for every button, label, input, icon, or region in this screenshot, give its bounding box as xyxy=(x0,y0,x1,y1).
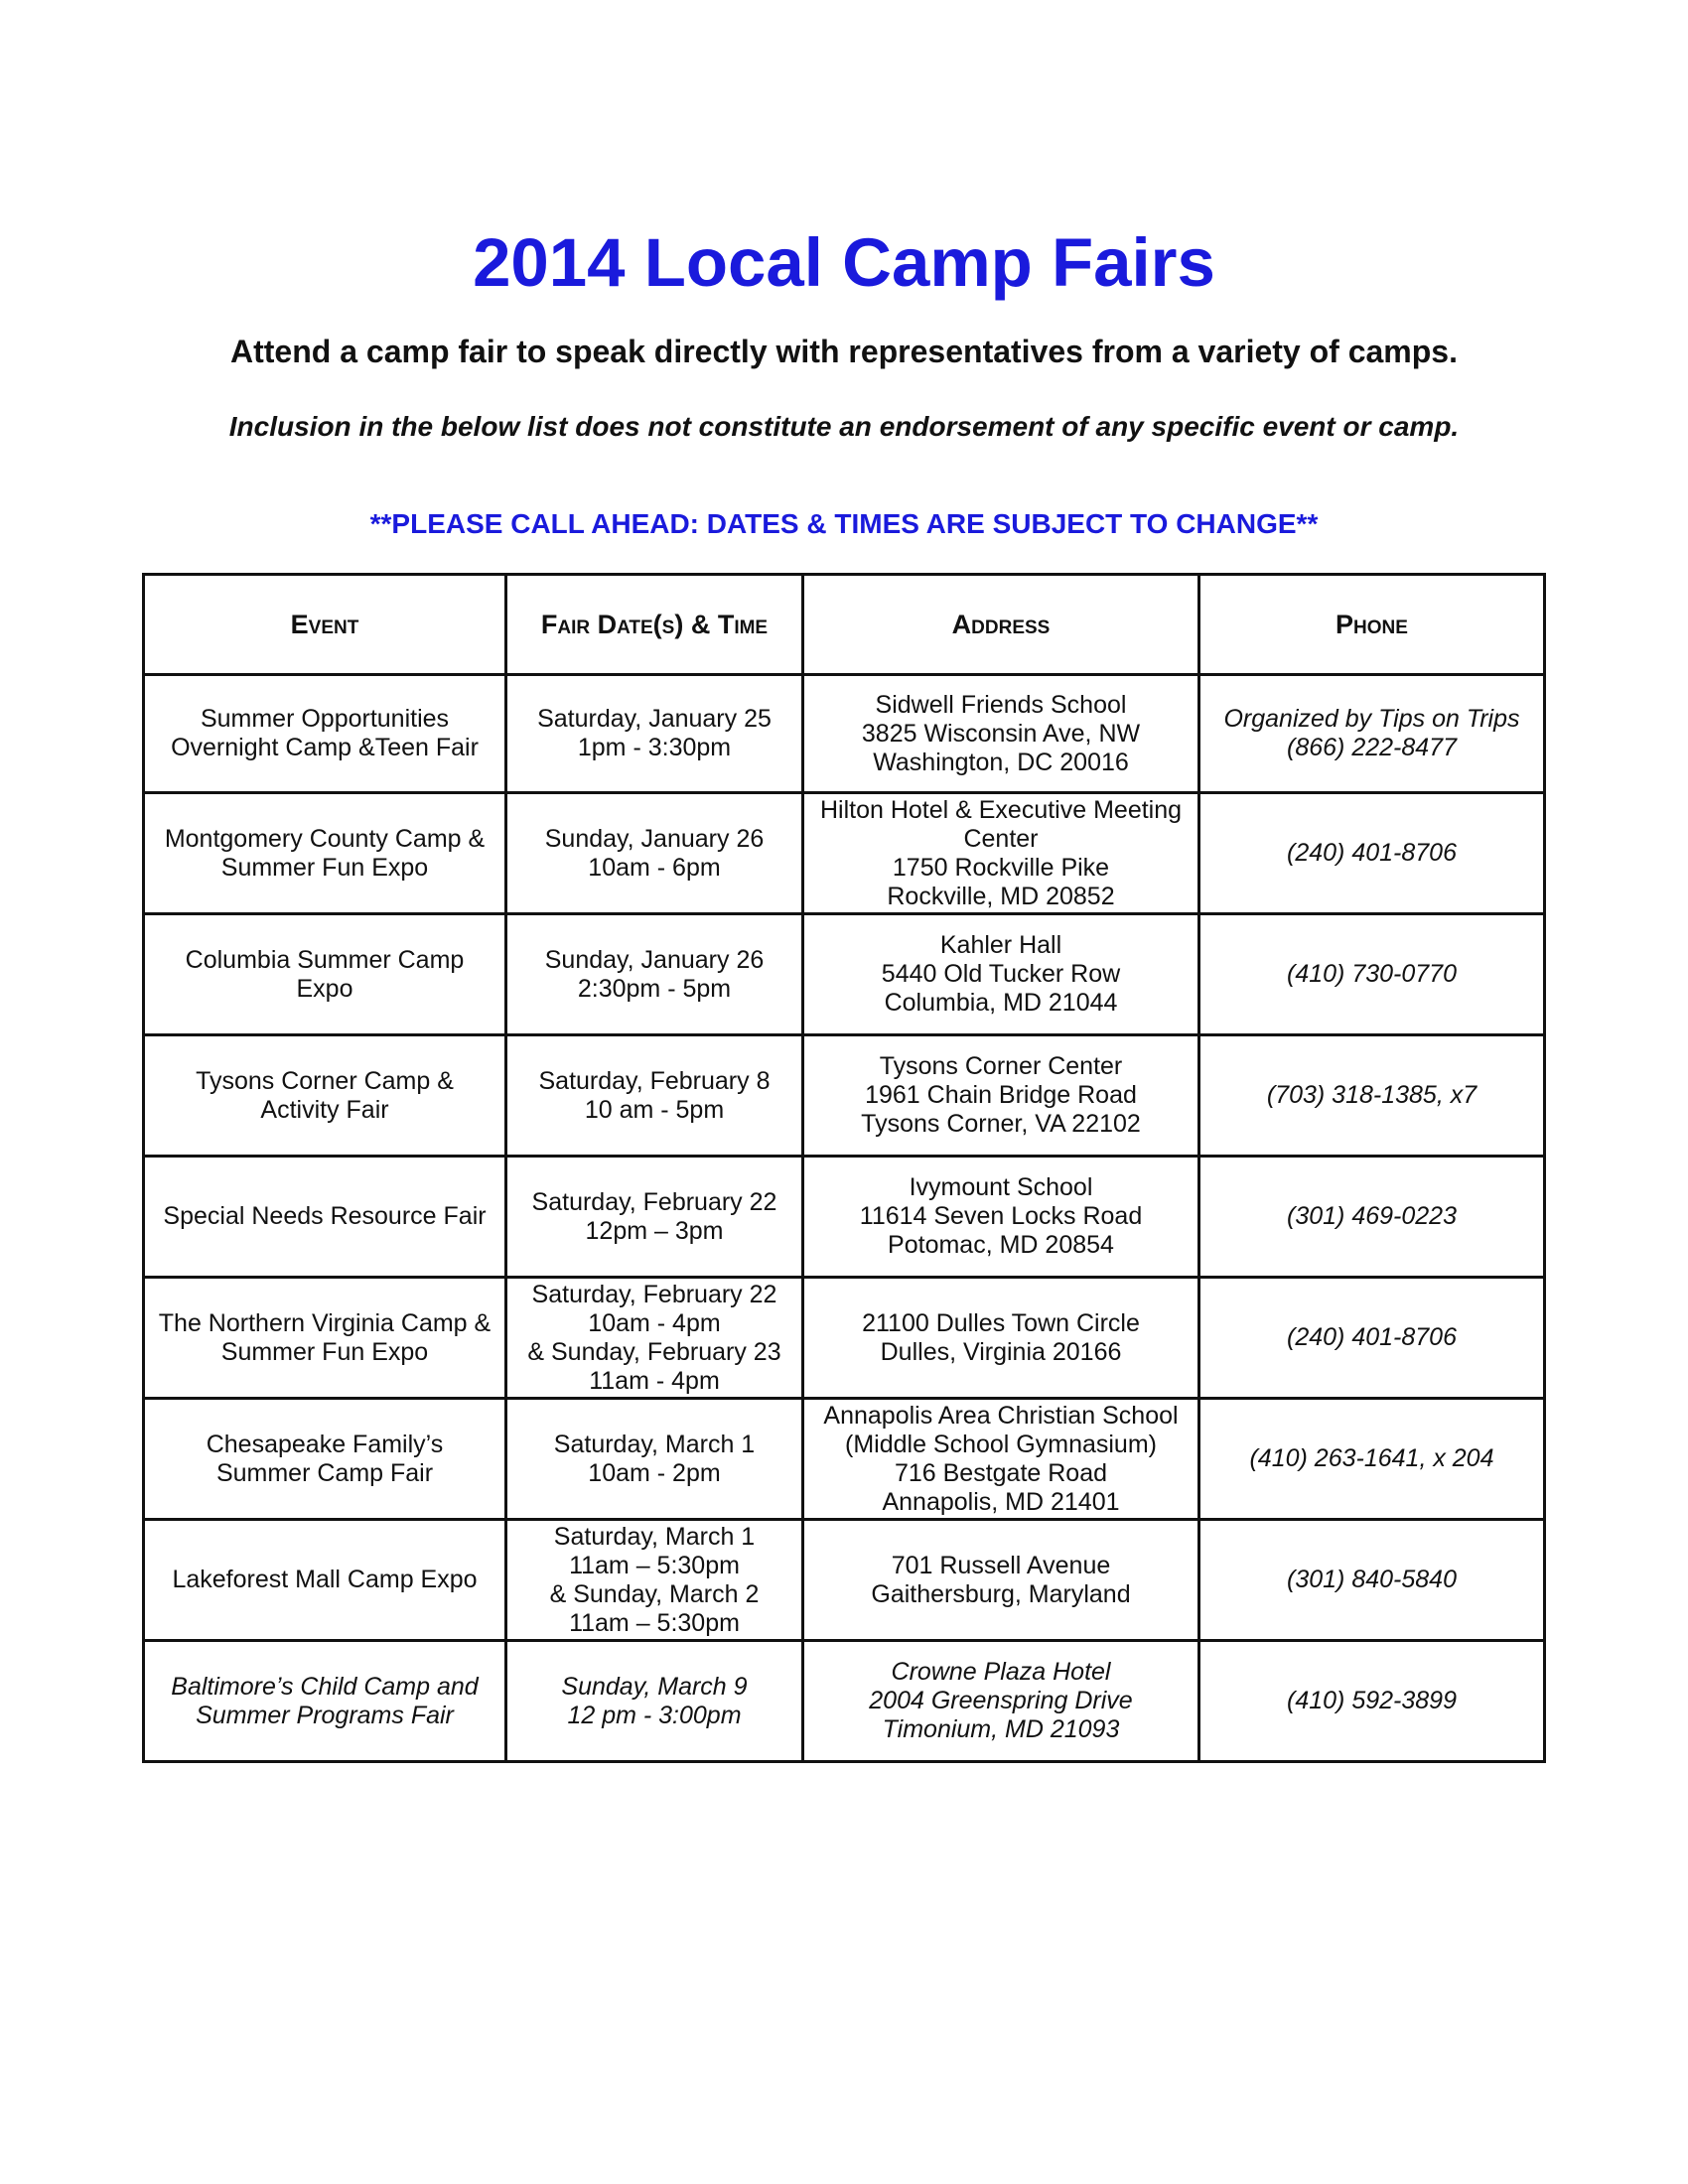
table-row xyxy=(144,914,1545,1035)
date-line: 2:30pm - 5pm xyxy=(577,974,732,1003)
date-line: 10 am - 5pm xyxy=(584,1095,725,1124)
date-line: 12pm – 3pm xyxy=(585,1216,724,1245)
address-line: 1750 Rockville Pike xyxy=(892,853,1110,882)
date-line: & Sunday, February 23 xyxy=(527,1337,781,1366)
cell-address xyxy=(803,675,1199,793)
event-line: Expo xyxy=(296,974,353,1003)
address-line: Washington, DC 20016 xyxy=(873,748,1129,776)
event-line: Chesapeake Family’s xyxy=(206,1430,444,1458)
cell-phone xyxy=(1199,1399,1545,1520)
date-line: 10am - 4pm xyxy=(588,1308,721,1337)
cell-date xyxy=(506,1399,803,1520)
address-line: 2004 Greenspring Drive xyxy=(869,1687,1133,1714)
address-line: 701 Russell Avenue xyxy=(891,1551,1111,1579)
event-line: Lakeforest Mall Camp Expo xyxy=(172,1566,478,1593)
event-line: Special Needs Resource Fair xyxy=(163,1202,487,1230)
date-line: 10am - 2pm xyxy=(588,1458,721,1487)
event-line: Overnight Camp &Teen Fair xyxy=(171,734,479,761)
cell-address xyxy=(803,1399,1199,1520)
phone-line: (240) 401-8706 xyxy=(1287,1323,1457,1351)
date-line: Sunday, March 9 xyxy=(561,1672,748,1701)
event-line: Summer Fun Expo xyxy=(220,853,429,882)
address-line: Hilton Hotel & Executive Meeting xyxy=(819,795,1183,824)
cell-event xyxy=(144,1641,506,1762)
address-line: 11614 Seven Locks Road xyxy=(859,1202,1143,1230)
cell-date xyxy=(506,1278,803,1399)
address-line: Ivymount School xyxy=(909,1173,1093,1201)
cell-date xyxy=(506,1520,803,1641)
address-line: Tysons Corner Center xyxy=(879,1052,1123,1080)
cell-event xyxy=(144,1035,506,1157)
call-ahead-notice: **PLEASE CALL AHEAD: DATES & TIMES ARE SUBJECT TO CHANGE** xyxy=(369,508,1319,539)
cell-event xyxy=(144,914,506,1035)
table-row xyxy=(144,675,1545,793)
address-line: Annapolis Area Christian School xyxy=(823,1401,1179,1430)
address-line: 1961 Chain Bridge Road xyxy=(865,1081,1137,1109)
cell-address xyxy=(803,1520,1199,1641)
event-line: Activity Fair xyxy=(260,1095,389,1124)
cell-date xyxy=(506,914,803,1035)
event-line: Tysons Corner Camp & xyxy=(196,1066,454,1095)
date-line: 1pm - 3:30pm xyxy=(577,734,732,761)
date-line: Saturday, February 22 xyxy=(531,1280,777,1308)
address-line: Center xyxy=(963,824,1039,853)
date-line: 11am – 5:30pm xyxy=(569,1608,740,1637)
phone-line: (301) 840-5840 xyxy=(1287,1566,1457,1593)
date-line: Saturday, February 8 xyxy=(538,1066,771,1095)
date-line: Saturday, March 1 xyxy=(553,1430,756,1458)
cell-event xyxy=(144,793,506,914)
address-line: Tysons Corner, VA 22102 xyxy=(861,1110,1141,1138)
cell-date xyxy=(506,793,803,914)
table-row xyxy=(144,1157,1545,1278)
phone-line: Organized by Tips on Trips xyxy=(1223,705,1520,733)
cell-date xyxy=(506,675,803,793)
table-row xyxy=(144,1399,1545,1520)
event-line: Summer Programs Fair xyxy=(196,1701,454,1729)
event-line: The Northern Virginia Camp & xyxy=(158,1308,492,1337)
event-line: Montgomery County Camp & xyxy=(164,824,486,853)
table-row xyxy=(144,1641,1545,1762)
column-header-date: Fair Date(s) & Time xyxy=(506,575,803,675)
phone-line: (410) 263-1641, x 204 xyxy=(1249,1444,1494,1472)
phone-line: (703) 318-1385, x7 xyxy=(1266,1081,1477,1109)
cell-phone xyxy=(1199,1157,1545,1278)
address-line: Columbia, MD 21044 xyxy=(884,989,1118,1017)
address-line: Gaithersburg, Maryland xyxy=(871,1579,1131,1608)
address-line: Kahler Hall xyxy=(939,931,1062,959)
page-subtitle: Attend a camp fair to speak directly with representatives from a variety of camps. xyxy=(230,334,1458,369)
cell-address xyxy=(803,914,1199,1035)
address-line: 5440 Old Tucker Row xyxy=(881,960,1121,988)
cell-phone xyxy=(1199,1641,1545,1762)
table-row xyxy=(144,1520,1545,1641)
cell-phone xyxy=(1199,1035,1545,1157)
table-body xyxy=(144,675,1545,1762)
address-line: 21100 Dulles Town Circle xyxy=(862,1308,1140,1337)
disclaimer-text: Inclusion in the below list does not constitute an endorsement of any specific event or camp. xyxy=(228,411,1460,442)
address-line: (Middle School Gymnasium) xyxy=(845,1430,1157,1458)
cell-address xyxy=(803,1641,1199,1762)
date-line: 11am – 5:30pm xyxy=(569,1551,740,1579)
cell-date xyxy=(506,1641,803,1762)
phone-line: (866) 222-8477 xyxy=(1287,734,1457,761)
address-line: Sidwell Friends School xyxy=(875,690,1127,719)
cell-event xyxy=(144,1157,506,1278)
date-line: 12 pm - 3:00pm xyxy=(567,1701,742,1729)
cell-address xyxy=(803,793,1199,914)
phone-line: (240) 401-8706 xyxy=(1287,839,1457,867)
cell-phone xyxy=(1199,675,1545,793)
address-line: 3825 Wisconsin Ave, NW xyxy=(861,719,1141,748)
cell-phone xyxy=(1199,1278,1545,1399)
event-line: Summer Camp Fair xyxy=(215,1458,434,1487)
event-line: Summer Opportunities xyxy=(200,705,450,733)
cell-date xyxy=(506,1035,803,1157)
date-line: 10am - 6pm xyxy=(588,853,721,882)
cell-phone xyxy=(1199,914,1545,1035)
address-line: Annapolis, MD 21401 xyxy=(882,1487,1120,1516)
table-row xyxy=(144,1035,1545,1157)
event-line: Summer Fun Expo xyxy=(220,1337,429,1366)
address-line: Crowne Plaza Hotel xyxy=(891,1658,1111,1686)
column-header-address: Address xyxy=(803,575,1199,675)
camp-fairs-table xyxy=(142,573,1546,1763)
event-line: Columbia Summer Camp xyxy=(185,945,465,974)
cell-event xyxy=(144,1399,506,1520)
cell-address xyxy=(803,1157,1199,1278)
event-line: Baltimore’s Child Camp and xyxy=(171,1672,479,1701)
date-line: Sunday, January 26 xyxy=(544,824,765,853)
date-line: Sunday, January 26 xyxy=(544,945,765,974)
cell-event xyxy=(144,1520,506,1641)
column-header-event: Event xyxy=(144,575,506,675)
cell-date xyxy=(506,1157,803,1278)
table-row xyxy=(144,793,1545,914)
address-line: Dulles, Virginia 20166 xyxy=(880,1337,1122,1366)
page-title: 2014 Local Camp Fairs xyxy=(473,224,1215,301)
date-line: 11am - 4pm xyxy=(589,1366,720,1395)
cell-address xyxy=(803,1278,1199,1399)
cell-event xyxy=(144,675,506,793)
table-header-row xyxy=(144,575,1545,675)
column-header-phone: Phone xyxy=(1199,575,1545,675)
phone-line: (410) 592-3899 xyxy=(1287,1687,1457,1714)
date-line: Saturday, January 25 xyxy=(537,705,772,733)
phone-line: (410) 730-0770 xyxy=(1287,960,1457,988)
address-line: Timonium, MD 21093 xyxy=(882,1715,1120,1743)
cell-phone xyxy=(1199,1520,1545,1641)
cell-event xyxy=(144,1278,506,1399)
address-line: 716 Bestgate Road xyxy=(894,1458,1108,1487)
date-line: Saturday, February 22 xyxy=(531,1187,777,1216)
cell-address xyxy=(803,1035,1199,1157)
address-line: Rockville, MD 20852 xyxy=(887,882,1115,910)
address-line: Potomac, MD 20854 xyxy=(888,1231,1114,1259)
cell-phone xyxy=(1199,793,1545,914)
phone-line: (301) 469-0223 xyxy=(1287,1202,1457,1230)
date-line: Saturday, March 1 xyxy=(553,1522,756,1551)
table-row xyxy=(144,1278,1545,1399)
date-line: & Sunday, March 2 xyxy=(549,1579,760,1608)
